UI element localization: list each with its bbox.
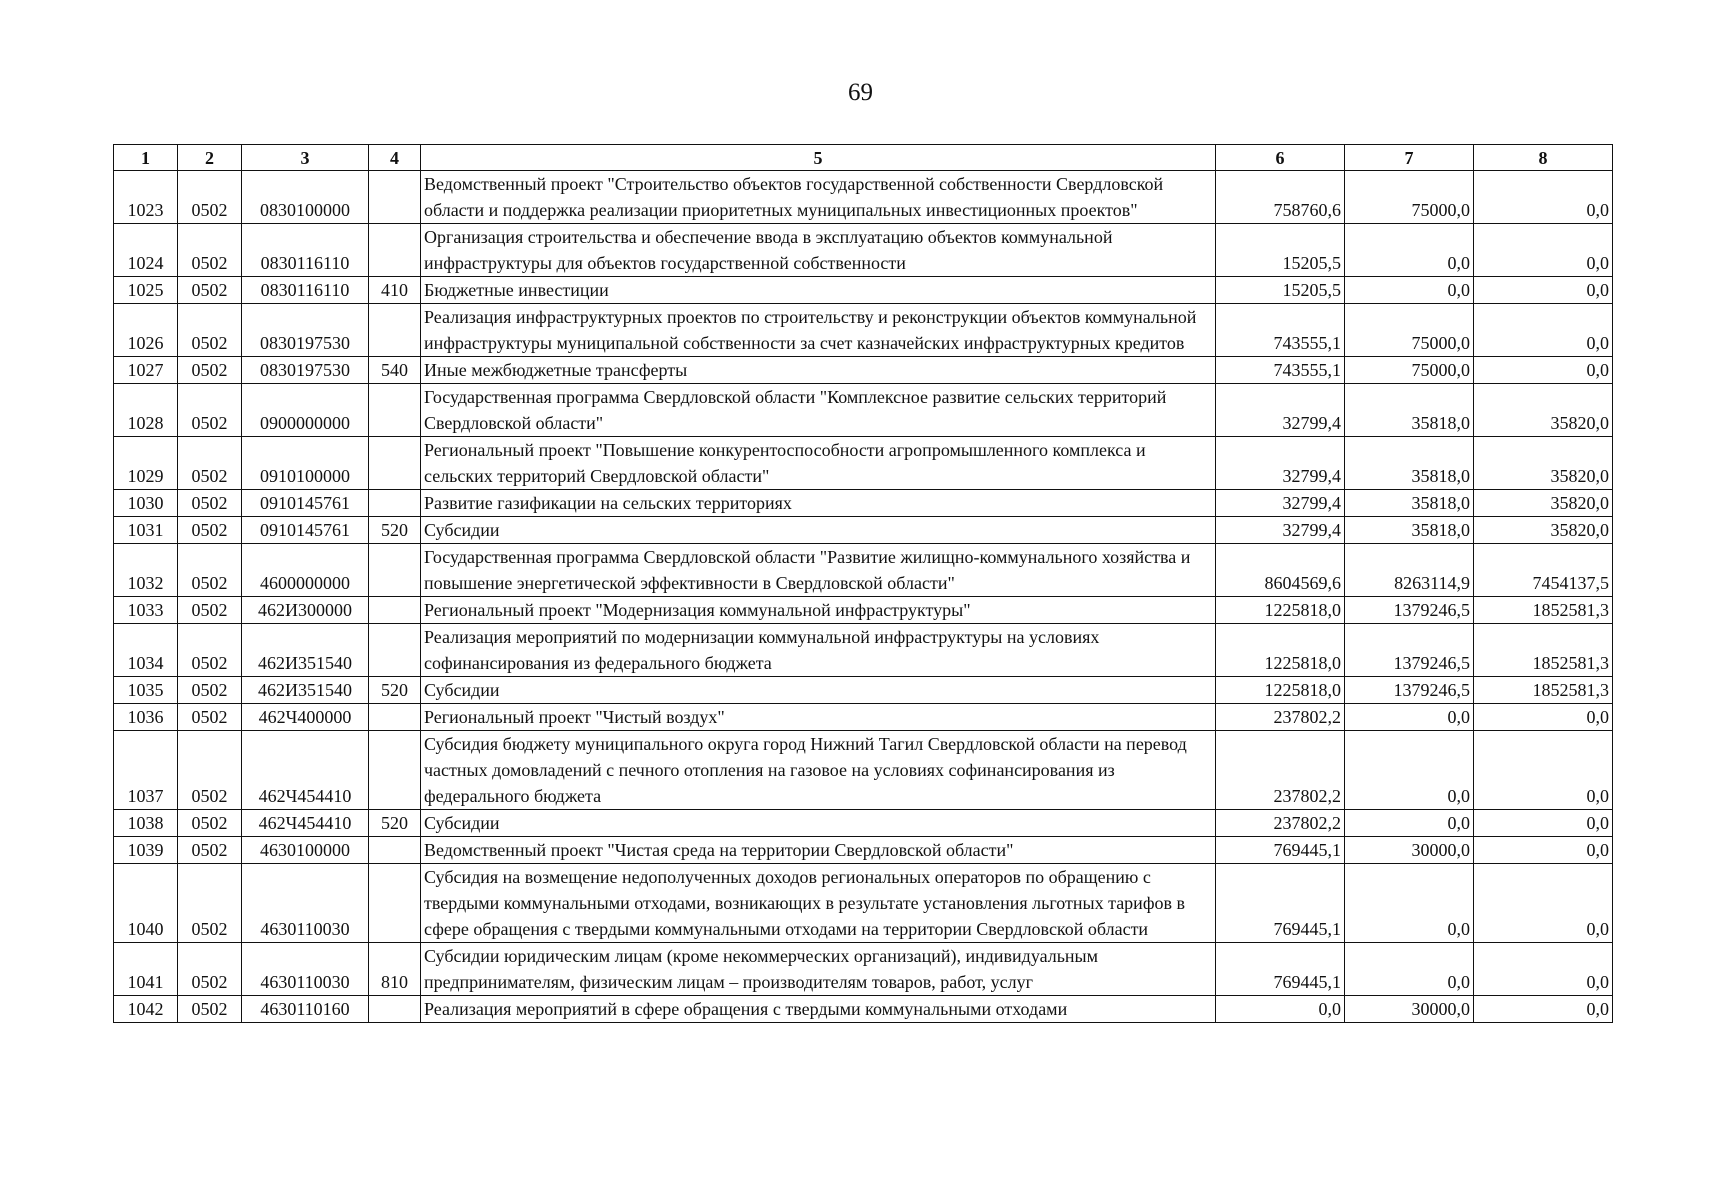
amount-col8-cell: 7454137,5 — [1474, 544, 1613, 597]
header-cell: 4 — [369, 145, 421, 171]
item-name-cell: Субсидии — [421, 517, 1216, 544]
row-number-cell: 1025 — [114, 277, 178, 304]
amount-col8-cell: 35820,0 — [1474, 517, 1613, 544]
section-code-cell: 0502 — [178, 384, 242, 437]
amount-col7-cell: 75000,0 — [1345, 304, 1474, 357]
amount-col6-cell: 743555,1 — [1216, 357, 1345, 384]
item-name-cell: Региональный проект "Повышение конкурентоспособности агропромышленного комплекса и сельских территорий Свердловской области" — [421, 437, 1216, 490]
item-name-cell: Субсидии юридическим лицам (кроме некоммерческих организаций), индивидуальным предпринимателям, физическим лицам – производителям товаров, работ, услуг — [421, 943, 1216, 996]
target-code-cell: 4630110030 — [242, 864, 369, 943]
target-code-cell: 0830100000 — [242, 171, 369, 224]
amount-col7-cell: 0,0 — [1345, 864, 1474, 943]
row-number-cell: 1040 — [114, 864, 178, 943]
amount-col7-cell: 0,0 — [1345, 277, 1474, 304]
section-code-cell: 0502 — [178, 437, 242, 490]
amount-col6-cell: 1225818,0 — [1216, 597, 1345, 624]
target-code-cell: 462Ч454410 — [242, 731, 369, 810]
amount-col8-cell: 35820,0 — [1474, 490, 1613, 517]
amount-col6-cell: 32799,4 — [1216, 384, 1345, 437]
expense-type-code-cell — [369, 624, 421, 677]
row-number-cell: 1034 — [114, 624, 178, 677]
target-code-cell: 4630110030 — [242, 943, 369, 996]
section-code-cell: 0502 — [178, 864, 242, 943]
item-name-cell: Реализация инфраструктурных проектов по строительству и реконструкции объектов коммунальной инфраструктуры муниципальной собственности за счет казначейских инфраструктурных кредитов — [421, 304, 1216, 357]
expense-type-code-cell: 520 — [369, 677, 421, 704]
item-name-cell: Субсидии — [421, 677, 1216, 704]
target-code-cell: 462Ч454410 — [242, 810, 369, 837]
amount-col8-cell: 0,0 — [1474, 704, 1613, 731]
section-code-cell: 0502 — [178, 810, 242, 837]
expense-type-code-cell: 520 — [369, 810, 421, 837]
budget-table — [113, 144, 1613, 1023]
table-row — [114, 490, 1613, 517]
target-code-cell: 0900000000 — [242, 384, 369, 437]
item-name-cell: Иные межбюджетные трансферты — [421, 357, 1216, 384]
amount-col7-cell: 35818,0 — [1345, 437, 1474, 490]
table-row — [114, 704, 1613, 731]
item-name-cell: Развитие газификации на сельских территориях — [421, 490, 1216, 517]
amount-col7-cell: 0,0 — [1345, 731, 1474, 810]
amount-col6-cell: 0,0 — [1216, 996, 1345, 1023]
target-code-cell: 0910145761 — [242, 517, 369, 544]
amount-col6-cell: 32799,4 — [1216, 517, 1345, 544]
amount-col7-cell: 0,0 — [1345, 810, 1474, 837]
expense-type-code-cell: 520 — [369, 517, 421, 544]
amount-col8-cell: 1852581,3 — [1474, 624, 1613, 677]
amount-col6-cell: 758760,6 — [1216, 171, 1345, 224]
target-code-cell: 0910100000 — [242, 437, 369, 490]
row-number-cell: 1023 — [114, 171, 178, 224]
table-row — [114, 597, 1613, 624]
amount-col7-cell: 30000,0 — [1345, 837, 1474, 864]
amount-col7-cell: 35818,0 — [1345, 384, 1474, 437]
section-code-cell: 0502 — [178, 544, 242, 597]
section-code-cell: 0502 — [178, 943, 242, 996]
item-name-cell: Бюджетные инвестиции — [421, 277, 1216, 304]
row-number-cell: 1028 — [114, 384, 178, 437]
item-name-cell: Организация строительства и обеспечение ввода в эксплуатацию объектов коммунальной инфраструктуры для объектов государственной собственности — [421, 224, 1216, 277]
target-code-cell: 462И300000 — [242, 597, 369, 624]
item-name-cell: Субсидия бюджету муниципального округа город Нижний Тагил Свердловской области на перевод частных домовладений с печного отопления на газовое на условиях софинансирования из федерального бюджета — [421, 731, 1216, 810]
amount-col7-cell: 35818,0 — [1345, 517, 1474, 544]
row-number-cell: 1031 — [114, 517, 178, 544]
expense-type-code-cell — [369, 864, 421, 943]
row-number-cell: 1026 — [114, 304, 178, 357]
item-name-cell: Региональный проект "Чистый воздух" — [421, 704, 1216, 731]
amount-col7-cell: 30000,0 — [1345, 996, 1474, 1023]
section-code-cell: 0502 — [178, 517, 242, 544]
table-row — [114, 864, 1613, 943]
expense-type-code-cell — [369, 731, 421, 810]
amount-col8-cell: 0,0 — [1474, 996, 1613, 1023]
expense-type-code-cell: 540 — [369, 357, 421, 384]
expense-type-code-cell — [369, 837, 421, 864]
amount-col6-cell: 237802,2 — [1216, 731, 1345, 810]
header-cell: 7 — [1345, 145, 1474, 171]
header-row — [114, 145, 1613, 171]
item-name-cell: Реализация мероприятий в сфере обращения с твердыми коммунальными отходами — [421, 996, 1216, 1023]
expense-type-code-cell — [369, 384, 421, 437]
section-code-cell: 0502 — [178, 704, 242, 731]
amount-col8-cell: 35820,0 — [1474, 384, 1613, 437]
row-number-cell: 1041 — [114, 943, 178, 996]
amount-col6-cell: 32799,4 — [1216, 437, 1345, 490]
item-name-cell: Государственная программа Свердловской области "Развитие жилищно-коммунального хозяйства и повышение энергетической эффективности в Свердловской области" — [421, 544, 1216, 597]
amount-col7-cell: 1379246,5 — [1345, 597, 1474, 624]
page-number: 69 — [848, 79, 873, 106]
expense-type-code-cell — [369, 304, 421, 357]
table-row — [114, 731, 1613, 810]
target-code-cell: 0830197530 — [242, 304, 369, 357]
amount-col8-cell: 0,0 — [1474, 357, 1613, 384]
row-number-cell: 1036 — [114, 704, 178, 731]
item-name-cell: Государственная программа Свердловской области "Комплексное развитие сельских территорий Свердловской области" — [421, 384, 1216, 437]
amount-col7-cell: 0,0 — [1345, 704, 1474, 731]
target-code-cell: 0830116110 — [242, 224, 369, 277]
amount-col8-cell: 0,0 — [1474, 943, 1613, 996]
amount-col6-cell: 743555,1 — [1216, 304, 1345, 357]
expense-type-code-cell — [369, 544, 421, 597]
target-code-cell: 4630100000 — [242, 837, 369, 864]
item-name-cell: Реализация мероприятий по модернизации коммунальной инфраструктуры на условиях софинансирования из федерального бюджета — [421, 624, 1216, 677]
expense-type-code-cell — [369, 171, 421, 224]
row-number-cell: 1035 — [114, 677, 178, 704]
expense-type-code-cell — [369, 996, 421, 1023]
item-name-cell: Субсидии — [421, 810, 1216, 837]
amount-col8-cell: 0,0 — [1474, 304, 1613, 357]
amount-col6-cell: 15205,5 — [1216, 277, 1345, 304]
amount-col6-cell: 1225818,0 — [1216, 624, 1345, 677]
amount-col6-cell: 237802,2 — [1216, 704, 1345, 731]
amount-col8-cell: 0,0 — [1474, 224, 1613, 277]
amount-col7-cell: 75000,0 — [1345, 357, 1474, 384]
amount-col6-cell: 769445,1 — [1216, 864, 1345, 943]
target-code-cell: 4600000000 — [242, 544, 369, 597]
row-number-cell: 1042 — [114, 996, 178, 1023]
expense-type-code-cell — [369, 597, 421, 624]
section-code-cell: 0502 — [178, 490, 242, 517]
header-cell: 6 — [1216, 145, 1345, 171]
amount-col8-cell: 0,0 — [1474, 171, 1613, 224]
header-cell: 3 — [242, 145, 369, 171]
row-number-cell: 1037 — [114, 731, 178, 810]
amount-col7-cell: 1379246,5 — [1345, 677, 1474, 704]
amount-col7-cell: 0,0 — [1345, 943, 1474, 996]
expense-type-code-cell: 410 — [369, 277, 421, 304]
table-row — [114, 277, 1613, 304]
expense-type-code-cell: 810 — [369, 943, 421, 996]
table-body — [114, 171, 1613, 1023]
table-row — [114, 677, 1613, 704]
table-row — [114, 837, 1613, 864]
section-code-cell: 0502 — [178, 996, 242, 1023]
target-code-cell: 462Ч400000 — [242, 704, 369, 731]
row-number-cell: 1038 — [114, 810, 178, 837]
amount-col7-cell: 35818,0 — [1345, 490, 1474, 517]
target-code-cell: 0830197530 — [242, 357, 369, 384]
table-row — [114, 996, 1613, 1023]
section-code-cell: 0502 — [178, 597, 242, 624]
section-code-cell: 0502 — [178, 357, 242, 384]
amount-col8-cell: 1852581,3 — [1474, 597, 1613, 624]
amount-col6-cell: 769445,1 — [1216, 837, 1345, 864]
table-row — [114, 517, 1613, 544]
amount-col6-cell: 8604569,6 — [1216, 544, 1345, 597]
target-code-cell: 462И351540 — [242, 677, 369, 704]
header-cell: 2 — [178, 145, 242, 171]
section-code-cell: 0502 — [178, 277, 242, 304]
row-number-cell: 1030 — [114, 490, 178, 517]
amount-col8-cell: 0,0 — [1474, 864, 1613, 943]
target-code-cell: 4630110160 — [242, 996, 369, 1023]
section-code-cell: 0502 — [178, 224, 242, 277]
amount-col8-cell: 0,0 — [1474, 810, 1613, 837]
section-code-cell: 0502 — [178, 677, 242, 704]
amount-col7-cell: 0,0 — [1345, 224, 1474, 277]
expense-type-code-cell — [369, 704, 421, 731]
amount-col6-cell: 769445,1 — [1216, 943, 1345, 996]
expense-type-code-cell — [369, 224, 421, 277]
table-row — [114, 224, 1613, 277]
target-code-cell: 462И351540 — [242, 624, 369, 677]
row-number-cell: 1029 — [114, 437, 178, 490]
table-row — [114, 544, 1613, 597]
amount-col6-cell: 15205,5 — [1216, 224, 1345, 277]
item-name-cell: Субсидия на возмещение недополученных доходов региональных операторов по обращению с твердыми коммунальными отходами, возникающих в результате установления льготных тарифов в сфере обращения с твердыми коммунальными отходами на территории Свердловской области — [421, 864, 1216, 943]
amount-col6-cell: 237802,2 — [1216, 810, 1345, 837]
table-row — [114, 304, 1613, 357]
amount-col8-cell: 35820,0 — [1474, 437, 1613, 490]
table-row — [114, 437, 1613, 490]
section-code-cell: 0502 — [178, 171, 242, 224]
section-code-cell: 0502 — [178, 624, 242, 677]
amount-col7-cell: 1379246,5 — [1345, 624, 1474, 677]
table-row — [114, 810, 1613, 837]
header-cell: 5 — [421, 145, 1216, 171]
section-code-cell: 0502 — [178, 837, 242, 864]
row-number-cell: 1033 — [114, 597, 178, 624]
header-cell: 1 — [114, 145, 178, 171]
table-row — [114, 943, 1613, 996]
header-cell: 8 — [1474, 145, 1613, 171]
section-code-cell: 0502 — [178, 304, 242, 357]
amount-col7-cell: 8263114,9 — [1345, 544, 1474, 597]
row-number-cell: 1024 — [114, 224, 178, 277]
amount-col7-cell: 75000,0 — [1345, 171, 1474, 224]
table-row — [114, 624, 1613, 677]
row-number-cell: 1027 — [114, 357, 178, 384]
row-number-cell: 1039 — [114, 837, 178, 864]
amount-col8-cell: 0,0 — [1474, 731, 1613, 810]
target-code-cell: 0910145761 — [242, 490, 369, 517]
amount-col8-cell: 0,0 — [1474, 277, 1613, 304]
amount-col8-cell: 0,0 — [1474, 837, 1613, 864]
amount-col6-cell: 1225818,0 — [1216, 677, 1345, 704]
target-code-cell: 0830116110 — [242, 277, 369, 304]
amount-col6-cell: 32799,4 — [1216, 490, 1345, 517]
table-row — [114, 384, 1613, 437]
expense-type-code-cell — [369, 437, 421, 490]
item-name-cell: Ведомственный проект "Строительство объектов государственной собственности Свердловской области и поддержка реализации приоритетных муниципальных инвестиционных проектов" — [421, 171, 1216, 224]
table-row — [114, 357, 1613, 384]
section-code-cell: 0502 — [178, 731, 242, 810]
amount-col8-cell: 1852581,3 — [1474, 677, 1613, 704]
item-name-cell: Ведомственный проект "Чистая среда на территории Свердловской области" — [421, 837, 1216, 864]
table-row — [114, 171, 1613, 224]
expense-type-code-cell — [369, 490, 421, 517]
item-name-cell: Региональный проект "Модернизация коммунальной инфраструктуры" — [421, 597, 1216, 624]
row-number-cell: 1032 — [114, 544, 178, 597]
